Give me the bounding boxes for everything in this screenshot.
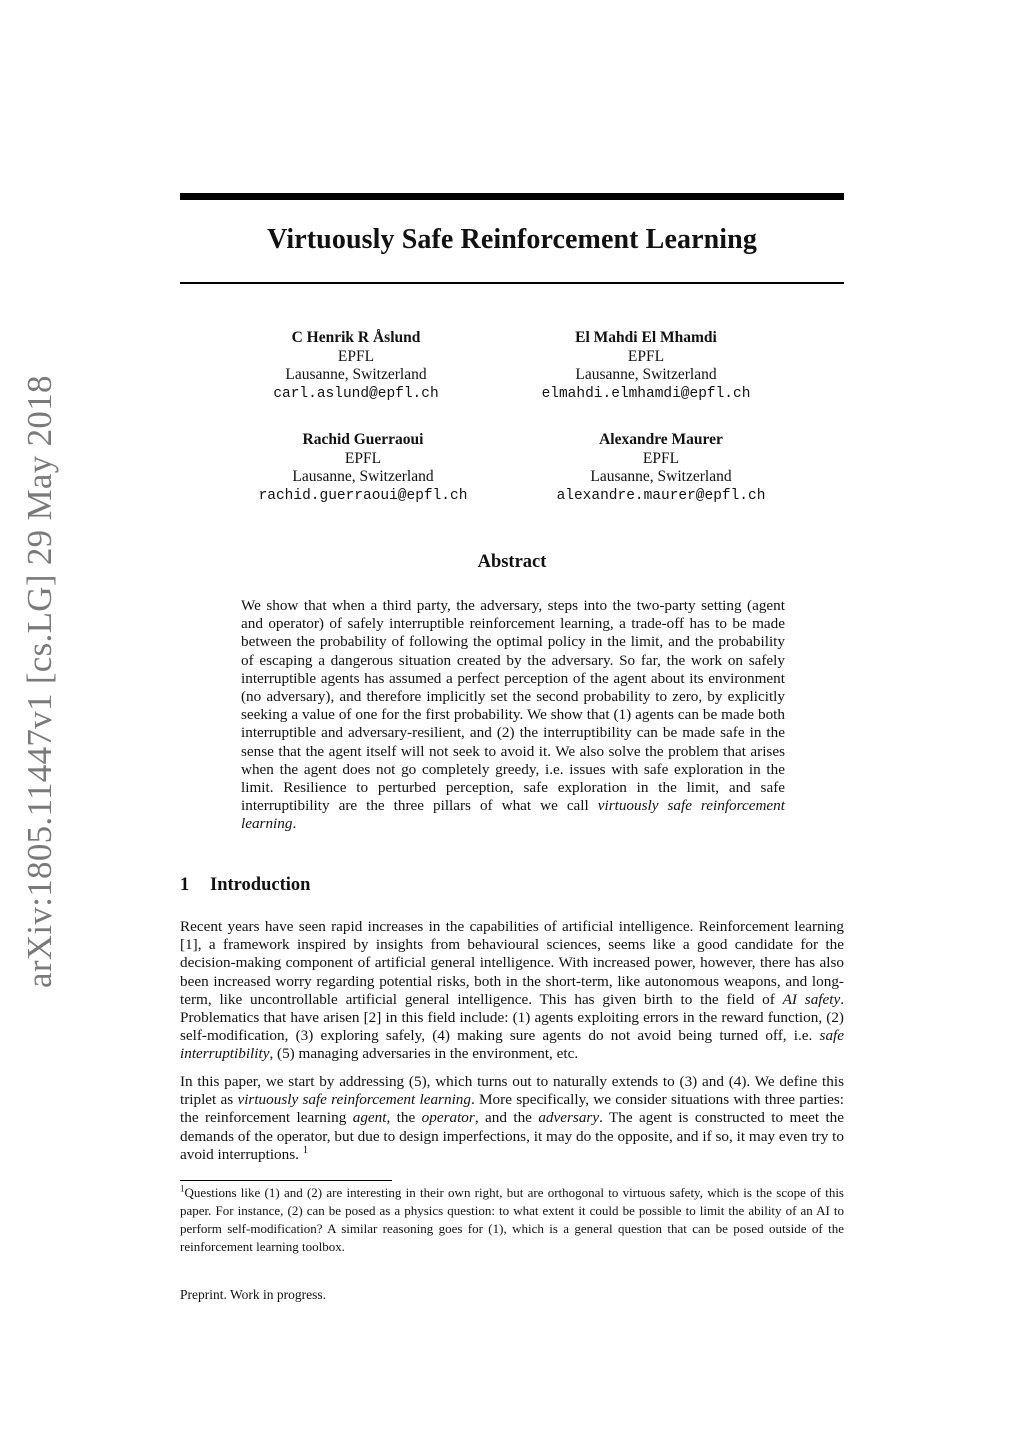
author-email: rachid.guerraoui@epfl.ch [258, 487, 468, 504]
author-email: carl.aslund@epfl.ch [273, 385, 439, 402]
text-run: Recent years have seen rapid increases in the capabilities of artificial intelligence. Reinforcement learning [1], a framework inspired by insights from behavioural sciences, seems like a good candidate for the decision-making component of artificial general intelligence. With increased power, however, there has also been increased worry regarding potential risks, both in the short-term, like autonomous weapons, and long-term, like uncontrollable artificial general intelligence. This has given birth to the field of [180, 918, 844, 1008]
emphasis: virtuously safe reinforcement learning [237, 1091, 471, 1109]
section-heading [180, 875, 310, 896]
footnote [180, 1184, 844, 1256]
preprint-note: Preprint. Work in progress. [180, 1287, 327, 1302]
author-block-4 [501, 431, 821, 505]
author-location: Lausanne, Switzerland [285, 366, 427, 383]
arxiv-identifier: arXiv:1805.11447v1 [cs.LG] 29 May 2018 [20, 375, 59, 988]
author-block-3 [203, 431, 523, 505]
author-name: C Henrik R Åslund [291, 329, 421, 346]
abstract-emphasis: virtuously safe reinforcement learning [241, 797, 785, 833]
author-affiliation: EPFL [337, 347, 375, 365]
author-affiliation: EPFL [642, 449, 680, 467]
author-email: elmahdi.elmhamdi@epfl.ch [541, 385, 751, 402]
author-name: El Mahdi El Mhamdi [575, 329, 717, 346]
abstract-body [241, 597, 785, 834]
emphasis: AI safety [782, 990, 841, 1008]
author-name: Rachid Guerraoui [302, 431, 424, 448]
author-location: Lausanne, Switzerland [590, 468, 732, 485]
text-run: , (5) managing adversaries in the environment, etc. [269, 1045, 579, 1063]
section-title: Introduction [210, 875, 311, 895]
author-email: alexandre.maurer@epfl.ch [556, 487, 766, 504]
text-run: In this paper, we start by addressing (5), which turns out to naturally extends to (3) and (4). We define this triplet as [180, 1073, 844, 1109]
footnote-marker: 1 [302, 1144, 309, 1156]
text-run: . Problematics that have arisen [2] in this field include: (1) agents exploiting errors in the reward function, (2) self-modification, (3) exploring safely, (4) making sure agents do not avoid being turned off, i.e. [180, 990, 845, 1045]
emphasis: safe interruptibility [180, 1027, 844, 1063]
text-run: . More specifically, we consider situations with three parties: the reinforcement learning [180, 1091, 845, 1127]
emphasis: agent [352, 1109, 387, 1127]
footnote-number: 1 [180, 1183, 185, 1194]
text-run: , the [386, 1109, 422, 1127]
footnote-rule [180, 1180, 392, 1181]
title-rule-bottom [180, 282, 844, 284]
emphasis: adversary [538, 1109, 600, 1127]
paper-title: Virtuously Safe Reinforcement Learning [267, 224, 757, 255]
author-location: Lausanne, Switzerland [292, 468, 434, 485]
abstract-text: We show that when a third party, the adversary, steps into the two-party setting (agent and operator) of safely interruptible reinforcement learning, a trade-off has to be made between the probability of following the optimal policy in the limit, and the probability of escaping a dangerous situation created by the adversary. So far, the work on safely interruptible agents has assumed a perfect perception of the agent about its environment (no adversary), and therefore implicitly set the second probability to zero, by explicitly seeking a value of one for the first probability. We show that (1) agents can be made both interruptible and adversary-resilient, and (2) the interruptibility can be made safe in the sense that the agent itself will not seek to avoid it. We also solve the problem that arises when the agent does not go completely greedy, i.e. issues with safe exploration in the limit. Resilience to perturbed perception, safe exploration in the limit, and safe interruptibility are the three pillars of what we call [241, 597, 785, 815]
text-run: , and the [474, 1109, 539, 1127]
author-block-1 [196, 329, 516, 403]
title-rule-top [180, 193, 844, 200]
author-name: Alexandre Maurer [599, 431, 723, 448]
section-number: 1 [180, 875, 190, 895]
emphasis: operator [421, 1109, 475, 1127]
abstract-text-end: . [292, 815, 297, 833]
author-location: Lausanne, Switzerland [575, 366, 717, 383]
author-affiliation: EPFL [627, 347, 665, 365]
intro-paragraph-2 [180, 1073, 844, 1164]
footnote-text: Questions like (1) and (2) are interesting in their own right, but are orthogonal to virtuous safety, which is the scope of this paper. For instance, (2) can be posed as a physics question: to what extent it could be possible to limit the ability of an AI to perform self-modification? A similar reasoning goes for (1), which is a general question that can be posed outside of the reinforcement learning toolbox. [180, 1185, 844, 1254]
abstract-heading: Abstract [477, 552, 547, 572]
intro-paragraph-1 [180, 918, 844, 1064]
text-run: . The agent is constructed to meet the demands of the operator, but due to design imperfections, it may do the opposite, and if so, it may even try to avoid interruptions. [180, 1109, 844, 1163]
author-affiliation: EPFL [344, 449, 382, 467]
author-block-2 [486, 329, 806, 403]
